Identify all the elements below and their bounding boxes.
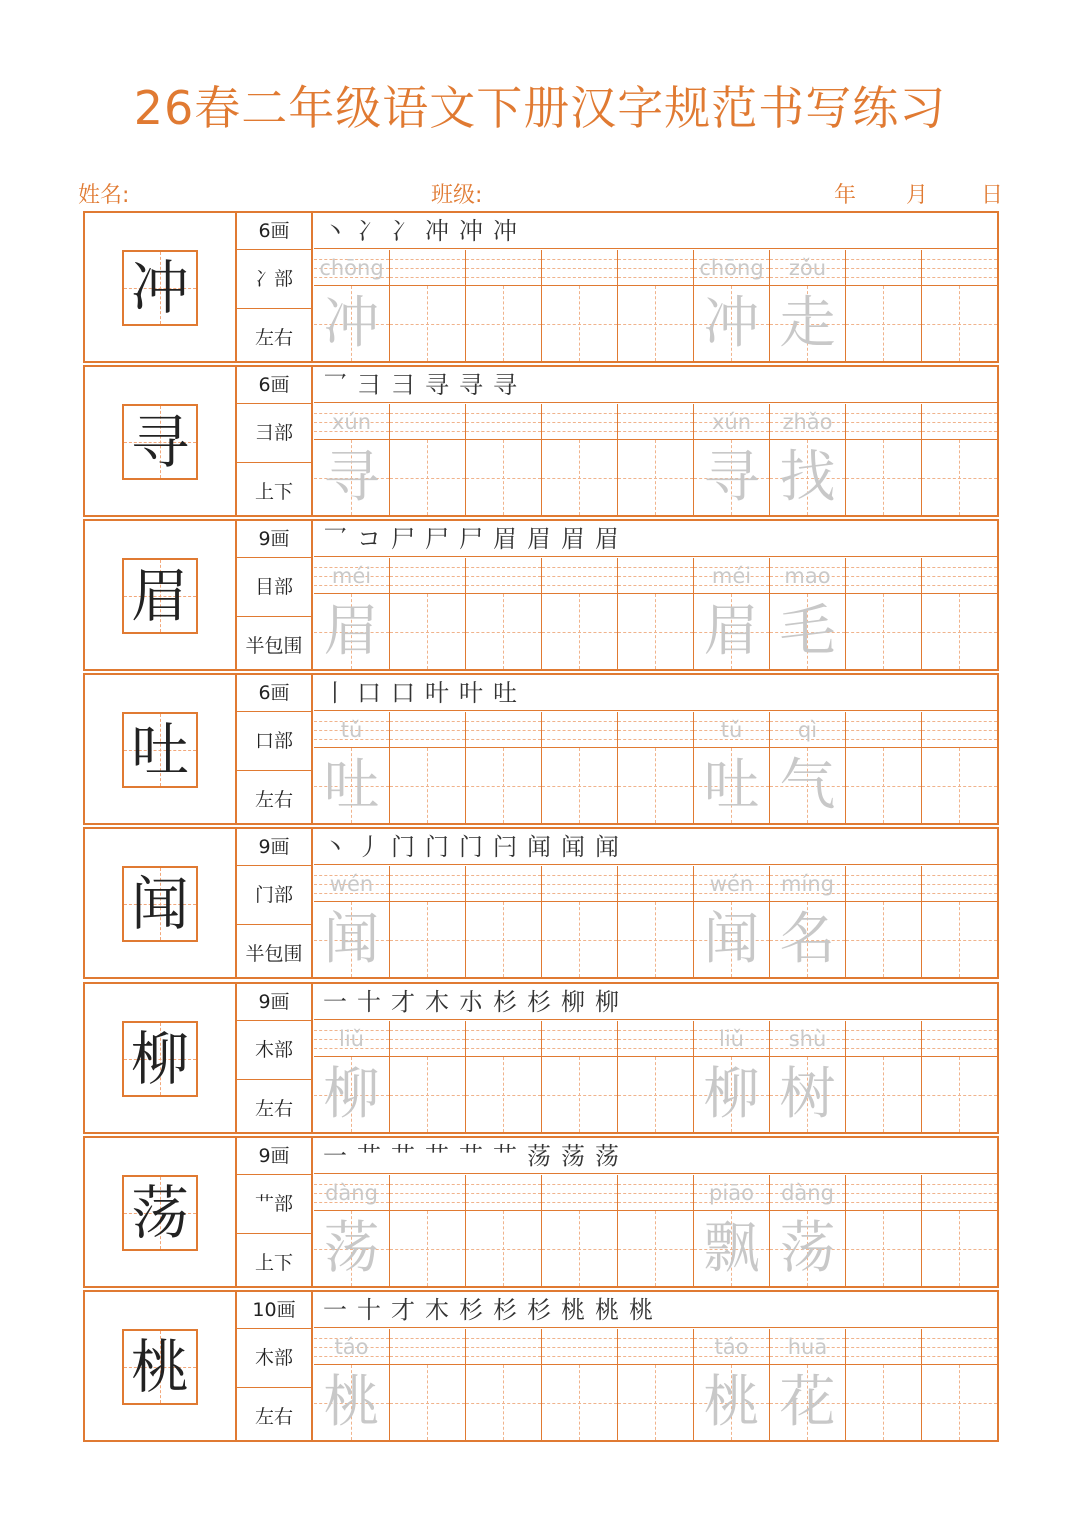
- stroke-step: 荡: [527, 1142, 551, 1170]
- pinyin-trace: xún: [331, 410, 372, 434]
- trace-char: 飘: [703, 1216, 760, 1281]
- writing-cell[interactable]: [922, 250, 998, 361]
- model-char-cell: [85, 829, 237, 977]
- radical: 门部: [237, 866, 311, 925]
- radical: 艹部: [237, 1175, 311, 1234]
- writing-cell[interactable]: [846, 558, 922, 669]
- writing-cell[interactable]: [770, 1329, 846, 1440]
- stroke-order: [314, 1138, 997, 1174]
- model-char: 冲: [130, 254, 189, 322]
- stroke-step: 冲: [459, 217, 483, 245]
- writing-cell[interactable]: [694, 866, 770, 977]
- radical: 目部: [237, 558, 311, 617]
- practice-row: [83, 365, 999, 517]
- stroke-count: 9画: [237, 521, 311, 558]
- stroke-step: 荡: [595, 1142, 619, 1170]
- model-char-box: [122, 1021, 198, 1097]
- pinyin-trace: dàng: [325, 1181, 378, 1205]
- writing-cell[interactable]: [466, 404, 542, 515]
- model-char-cell: [85, 1292, 237, 1440]
- writing-cell[interactable]: [314, 1329, 390, 1440]
- name-label: 姓名:: [78, 183, 130, 208]
- stroke-step: 彐: [391, 371, 415, 399]
- stroke-step: 荡: [561, 1142, 585, 1170]
- pinyin-trace: zhǎo: [782, 410, 833, 434]
- trace-char: 名: [779, 907, 836, 972]
- writing-cell[interactable]: [466, 250, 542, 361]
- model-char-box: [122, 712, 198, 788]
- trace-char: 寻: [703, 445, 760, 510]
- model-char: 吐: [130, 716, 189, 784]
- stroke-step: 门: [391, 833, 415, 861]
- structure: 左右: [254, 789, 293, 811]
- stroke-step: 闩: [493, 833, 517, 861]
- writing-cell[interactable]: [618, 1175, 694, 1286]
- trace-char: 眉: [703, 599, 760, 664]
- pinyin-trace: wén: [329, 872, 374, 896]
- pinyin-trace: liǔ: [339, 1027, 364, 1051]
- stroke-step: 闻: [527, 833, 551, 861]
- writing-cell[interactable]: [846, 1021, 922, 1132]
- stroke-step: 冫: [391, 217, 415, 245]
- writing-cell[interactable]: [390, 1021, 466, 1132]
- stroke-order: [314, 675, 997, 711]
- page-title: 26春二年级语文下册汉字规范书写练习: [133, 81, 947, 135]
- writing-cell[interactable]: [466, 866, 542, 977]
- trace-char: 吐: [703, 753, 760, 818]
- structure: 左右: [254, 1098, 293, 1120]
- stroke-step: 木: [425, 988, 449, 1016]
- stroke-step: 木: [425, 1296, 449, 1324]
- trace-char: 眉: [323, 599, 380, 664]
- model-char-box: [122, 404, 198, 480]
- writing-cell[interactable]: [390, 404, 466, 515]
- writing-cell[interactable]: [542, 1021, 618, 1132]
- stroke-step: 寻: [425, 371, 449, 399]
- pinyin-trace: xún: [711, 410, 752, 434]
- writing-cell[interactable]: [618, 712, 694, 823]
- trace-char: 走: [779, 291, 836, 356]
- pinyin-trace: táo: [714, 1335, 749, 1359]
- model-char-box: [122, 866, 198, 942]
- pinyin-trace: qì: [797, 718, 818, 742]
- model-char-cell: [85, 367, 237, 515]
- writing-cell[interactable]: [922, 404, 998, 515]
- writing-cell[interactable]: [770, 1175, 846, 1286]
- stroke-step: 才: [391, 1296, 415, 1324]
- writing-cell[interactable]: [694, 1021, 770, 1132]
- writing-cell[interactable]: [922, 1021, 998, 1132]
- pinyin-trace: tǔ: [720, 718, 743, 742]
- writing-cell[interactable]: [390, 866, 466, 977]
- practice-sheet: [83, 211, 999, 1442]
- stroke-order: [314, 829, 997, 865]
- stroke-step: 闻: [595, 833, 619, 861]
- char-info: [237, 829, 313, 977]
- writing-cell[interactable]: [390, 1329, 466, 1440]
- stroke-step: 丶: [323, 217, 347, 245]
- writing-cell[interactable]: [694, 558, 770, 669]
- stroke-step: コ: [357, 525, 381, 553]
- writing-cell[interactable]: [466, 712, 542, 823]
- stroke-step: 丿: [357, 833, 381, 861]
- writing-cell[interactable]: [922, 1175, 998, 1286]
- writing-cell[interactable]: [466, 558, 542, 669]
- stroke-step: 眉: [527, 525, 551, 553]
- pinyin-trace: wén: [709, 872, 754, 896]
- stroke-order: [314, 521, 997, 557]
- stroke-step: 杉: [493, 1296, 517, 1324]
- writing-cell[interactable]: [466, 1329, 542, 1440]
- pinyin-trace: liǔ: [719, 1027, 744, 1051]
- stroke-count: 9画: [237, 1138, 311, 1175]
- year-label: 年: [834, 183, 857, 208]
- writing-cell[interactable]: [846, 866, 922, 977]
- model-char: 眉: [130, 562, 189, 630]
- writing-cell[interactable]: [314, 404, 390, 515]
- structure: 上下: [254, 1252, 293, 1274]
- model-char-cell: [85, 984, 237, 1132]
- writing-cell[interactable]: [618, 250, 694, 361]
- stroke-step: 叶: [459, 679, 483, 707]
- structure: 半包围: [245, 943, 303, 965]
- stroke-step: 门: [425, 833, 449, 861]
- stroke-step: 一: [323, 1142, 347, 1170]
- stroke-step: 桃: [595, 1296, 619, 1324]
- stroke-step: 吐: [493, 679, 517, 707]
- writing-cell[interactable]: [542, 404, 618, 515]
- pinyin-trace: dàng: [781, 1181, 834, 1205]
- stroke-step: 杉: [493, 988, 517, 1016]
- stroke-step: 十: [357, 988, 381, 1016]
- writing-cell[interactable]: [770, 1021, 846, 1132]
- pinyin-trace: piāo: [709, 1181, 754, 1205]
- writing-cell[interactable]: [694, 1175, 770, 1286]
- stroke-count: 9画: [237, 829, 311, 866]
- writing-cell[interactable]: [542, 558, 618, 669]
- writing-cell[interactable]: [466, 1021, 542, 1132]
- stroke-step: 门: [459, 833, 483, 861]
- stroke-step: 冲: [425, 217, 449, 245]
- stroke-step: 柳: [561, 988, 585, 1016]
- char-info: [237, 984, 313, 1132]
- practice-row: [83, 1290, 999, 1442]
- class-label: 班级:: [431, 183, 483, 208]
- radical: 冫部: [237, 250, 311, 309]
- char-info: [237, 213, 313, 361]
- pinyin-trace: mao: [784, 564, 831, 588]
- char-info: [237, 1292, 313, 1440]
- radical: 彐部: [237, 404, 311, 463]
- model-char: 桃: [130, 1333, 189, 1401]
- stroke-step: 朩: [459, 988, 483, 1016]
- model-char-box: [122, 1329, 198, 1405]
- writing-cell[interactable]: [618, 866, 694, 977]
- writing-cell[interactable]: [922, 712, 998, 823]
- stroke-step: 柳: [595, 988, 619, 1016]
- stroke-order: [314, 367, 997, 403]
- writing-cell[interactable]: [846, 712, 922, 823]
- practice-row: [83, 982, 999, 1134]
- trace-char: 冲: [323, 291, 380, 356]
- stroke-step: 丨: [323, 679, 347, 707]
- writing-cell[interactable]: [390, 558, 466, 669]
- writing-cell[interactable]: [314, 712, 390, 823]
- stroke-step: 一: [323, 1296, 347, 1324]
- trace-char: 毛: [779, 599, 836, 664]
- pinyin-trace: huā: [787, 1335, 828, 1359]
- model-char-cell: [85, 675, 237, 823]
- radical: 木部: [237, 1021, 311, 1080]
- model-char: 闻: [130, 870, 189, 938]
- model-char-cell: [85, 521, 237, 669]
- structure: 左右: [254, 327, 293, 349]
- day-label: 日: [981, 183, 1004, 208]
- stroke-step: 口: [357, 679, 381, 707]
- stroke-step: 闻: [561, 833, 585, 861]
- writing-cell[interactable]: [390, 1175, 466, 1286]
- trace-char: 桃: [703, 1370, 760, 1435]
- stroke-step: 乛: [323, 525, 347, 553]
- writing-cell[interactable]: [770, 250, 846, 361]
- structure: 左右: [254, 1406, 293, 1428]
- structure: 上下: [254, 481, 293, 503]
- radical: 口部: [237, 712, 311, 771]
- stroke-step: 彐: [357, 371, 381, 399]
- writing-cell[interactable]: [922, 558, 998, 669]
- pinyin-trace: míng: [781, 872, 834, 896]
- month-label: 月: [906, 183, 929, 208]
- stroke-step: 杉: [527, 1296, 551, 1324]
- writing-cell[interactable]: [694, 250, 770, 361]
- stroke-step: 杉: [527, 988, 551, 1016]
- writing-cell[interactable]: [770, 712, 846, 823]
- writing-cell[interactable]: [846, 250, 922, 361]
- stroke-step: 艹: [459, 1142, 483, 1170]
- writing-cell[interactable]: [618, 1329, 694, 1440]
- stroke-step: 艹: [357, 1142, 381, 1170]
- writing-cell[interactable]: [846, 1329, 922, 1440]
- writing-cell[interactable]: [694, 712, 770, 823]
- trace-char: 桃: [323, 1370, 380, 1435]
- stroke-step: 丶: [323, 833, 347, 861]
- model-char-box: [122, 558, 198, 634]
- pinyin-trace: zǒu: [788, 256, 827, 280]
- writing-cell[interactable]: [466, 1175, 542, 1286]
- stroke-step: 乛: [323, 371, 347, 399]
- stroke-count: 9画: [237, 984, 311, 1021]
- writing-cell[interactable]: [618, 558, 694, 669]
- stroke-step: 尸: [459, 525, 483, 553]
- stroke-order: [314, 213, 997, 249]
- writing-cell[interactable]: [542, 866, 618, 977]
- writing-cell[interactable]: [922, 866, 998, 977]
- writing-cell[interactable]: [314, 558, 390, 669]
- writing-cell[interactable]: [770, 866, 846, 977]
- pinyin-trace: chōng: [699, 256, 764, 280]
- writing-cell[interactable]: [618, 404, 694, 515]
- writing-cell[interactable]: [770, 558, 846, 669]
- char-info: [237, 675, 313, 823]
- stroke-step: 一: [323, 988, 347, 1016]
- stroke-step: 寻: [459, 371, 483, 399]
- practice-row: [83, 1136, 999, 1288]
- stroke-step: 艹: [391, 1142, 415, 1170]
- trace-char: 柳: [323, 1062, 380, 1127]
- radical: 木部: [237, 1329, 311, 1388]
- writing-cell[interactable]: [922, 1329, 998, 1440]
- char-info: [237, 367, 313, 515]
- trace-char: 荡: [779, 1216, 836, 1281]
- writing-cell[interactable]: [618, 1021, 694, 1132]
- writing-cell[interactable]: [770, 404, 846, 515]
- writing-cell[interactable]: [846, 404, 922, 515]
- stroke-step: 寻: [493, 371, 517, 399]
- trace-char: 树: [779, 1062, 836, 1127]
- stroke-step: 尸: [425, 525, 449, 553]
- writing-cell[interactable]: [542, 1329, 618, 1440]
- practice-row: [83, 519, 999, 671]
- char-info: [237, 1138, 313, 1286]
- stroke-step: 桃: [561, 1296, 585, 1324]
- stroke-order: [314, 984, 997, 1020]
- trace-char: 寻: [323, 445, 380, 510]
- practice-row: [83, 211, 999, 363]
- pinyin-trace: méi: [711, 564, 752, 588]
- model-char: 荡: [130, 1179, 189, 1247]
- pinyin-trace: tǔ: [340, 718, 363, 742]
- stroke-count: 6画: [237, 367, 311, 404]
- stroke-step: 杉: [459, 1296, 483, 1324]
- writing-cell[interactable]: [390, 712, 466, 823]
- pinyin-trace: méi: [331, 564, 372, 588]
- model-char-box: [122, 1175, 198, 1251]
- model-char-box: [122, 250, 198, 326]
- stroke-step: 尸: [391, 525, 415, 553]
- stroke-count: 6画: [237, 675, 311, 712]
- stroke-step: 艹: [425, 1142, 449, 1170]
- trace-char: 花: [779, 1370, 836, 1435]
- trace-char: 荡: [323, 1216, 380, 1281]
- stroke-step: 才: [391, 988, 415, 1016]
- model-char: 柳: [130, 1025, 189, 1093]
- writing-cell[interactable]: [390, 250, 466, 361]
- writing-cell[interactable]: [542, 250, 618, 361]
- trace-char: 柳: [703, 1062, 760, 1127]
- stroke-step: 冲: [493, 217, 517, 245]
- pinyin-trace: shù: [788, 1027, 827, 1051]
- writing-cell[interactable]: [694, 1329, 770, 1440]
- practice-row: [83, 827, 999, 979]
- char-info: [237, 521, 313, 669]
- stroke-step: 眉: [561, 525, 585, 553]
- stroke-step: 冫: [357, 217, 381, 245]
- writing-cell[interactable]: [314, 250, 390, 361]
- stroke-step: 眉: [595, 525, 619, 553]
- pinyin-trace: chōng: [319, 256, 384, 280]
- stroke-step: 眉: [493, 525, 517, 553]
- model-char-cell: [85, 1138, 237, 1286]
- practice-row: [83, 673, 999, 825]
- stroke-step: 艹: [493, 1142, 517, 1170]
- trace-char: 闻: [323, 907, 380, 972]
- writing-cell[interactable]: [314, 1021, 390, 1132]
- writing-cell[interactable]: [542, 712, 618, 823]
- stroke-step: 桃: [629, 1296, 653, 1324]
- writing-cell[interactable]: [314, 866, 390, 977]
- stroke-count: 6画: [237, 213, 311, 250]
- stroke-step: 口: [391, 679, 415, 707]
- structure: 半包围: [245, 635, 303, 657]
- pinyin-trace: táo: [334, 1335, 369, 1359]
- trace-char: 吐: [323, 753, 380, 818]
- stroke-step: 叶: [425, 679, 449, 707]
- stroke-count: 10画: [237, 1292, 311, 1329]
- trace-char: 闻: [703, 907, 760, 972]
- trace-char: 气: [779, 753, 836, 818]
- writing-cell[interactable]: [314, 1175, 390, 1286]
- stroke-step: 十: [357, 1296, 381, 1324]
- trace-char: 找: [779, 445, 836, 510]
- writing-cell[interactable]: [542, 1175, 618, 1286]
- writing-cell[interactable]: [694, 404, 770, 515]
- writing-cell[interactable]: [846, 1175, 922, 1286]
- trace-char: 冲: [703, 291, 760, 356]
- model-char: 寻: [130, 408, 189, 476]
- model-char-cell: [85, 213, 237, 361]
- stroke-order: [314, 1292, 997, 1328]
